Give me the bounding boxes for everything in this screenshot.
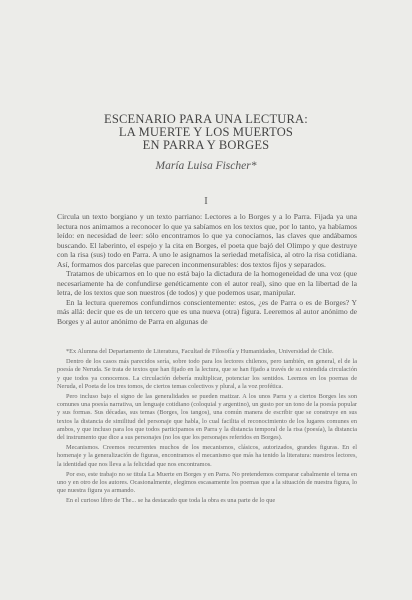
body-paragraph: Circula un texto borgiano y un texto parriano: Lectores a lo Borges y a lo Parra. Fijada ya una lectura nos animamos a reconocer lo que ya sabíamos en los textos que, por lo tanto, ya habíamos leído: en necesidad de leer: sólo encontramos lo que ya conocíamos, las claves que andábamos buscando. El laberinto, el espejo y la cita en Borges, el poeta que bajó del Olimpo y que destruye con la risa (sus) todo en Parra. A uno le asignamos la seriedad metafísica, al otro la risa cotidiana. Así, formamos dos parcelas que parecen inconmensurables: dos textos fijos y separados. — [57, 212, 357, 269]
footnote: Mecanismos. Creemos recurrentes muchos de los mecanismos, clásicos, autorizados, grandes figuras. En el homenaje y la generalización de figuras, encontramos el mecanismo que más ha tenido la literatura: nuestros lectores, la identidad que nos lleva a la felicidad que nos encontramos. — [57, 444, 357, 468]
title-line-3: EN PARRA Y BORGES — [142, 138, 270, 152]
footnote: Pero incluso bajo el signo de las generalidades se pueden matizar. A los unos Parra y a ciertos Borges les son comunes una poesía narrativa, un lenguaje cotidiano (coloquial y argentino), un gusto por un tono de la poesía popular y sus formas. Sus décadas, sus temas (Borges, los tangos), una común manera de escribir que se construye en sus textos la distancia de similitud del personaje que habla, lo cual facilita el reconocimiento de los lugares comunes en ambos, y que incluso para los que todos participamos en Parra y la distancia temporal de la risa (poesía), la distancia del instrumento que dice a sus personajes (no los que los personajes referidos en Borges). — [57, 393, 357, 442]
body-paragraph: En la lectura queremos confundirnos conscientemente: estos, ¿es de Parra o es de Borges? Y más allá: decir que es de un tercero que es una nueva (otra) figura. Leeremos al autor anónimo de Borges y al autor anónimo de Parra en algunas de — [57, 297, 357, 326]
section-number: I — [204, 196, 208, 207]
body-text — [57, 212, 357, 326]
footnote: En el curioso libro de The... se ha destacado que toda la obra es una parte de lo que — [66, 497, 276, 505]
footnote: Por eso, este trabajo no se titula La Muerte en Borges y en Parra. No pretendemos comparar cabalmente el tema en uno y en otro de los autores. Ocasionalmente, elegimos escasamente los poemas que a la situación de nuestra figura, lo que nuestra figura ya armando. — [57, 470, 357, 495]
title-line-1: ESCENARIO PARA UNA LECTURA: — [104, 112, 308, 126]
article-title — [0, 113, 412, 152]
footnotes — [57, 348, 357, 508]
author-name: María Luisa Fischer* — [155, 160, 257, 172]
footnote: *Ex Alumna del Departamento de Literatura, Facultad de Filosofía y Humanidades, Universidad de Chile. — [66, 348, 334, 355]
title-line-2: LA MUERTE Y LOS MUERTOS — [118, 125, 294, 139]
body-paragraph: Tratamos de ubicarnos en lo que no está bajo la dictadura de la homogeneidad de una voz (que necesariamente ha de confundirse genéticamente con el autor real), sino que en la libertad de la letra, de los textos que son nuestros (de todos) y que podemos usar, manipular. — [57, 269, 357, 297]
footnote: Dentro de los casos más parecidos sería, sobre todo para los lectores chilenos, pero también, en general, el de la poesía de Neruda. Se trata de textos que han fijado en la lectura, que se han fijado a través de su extendida circulación y que todos ya conocemos. La circulación debería multiplicar, potenciar los sentidos. Leemos en los poemas de Neruda, el Poeta de los tres tomos, de ciertos temas colectivos y plural, a la voz profética. — [57, 358, 357, 390]
